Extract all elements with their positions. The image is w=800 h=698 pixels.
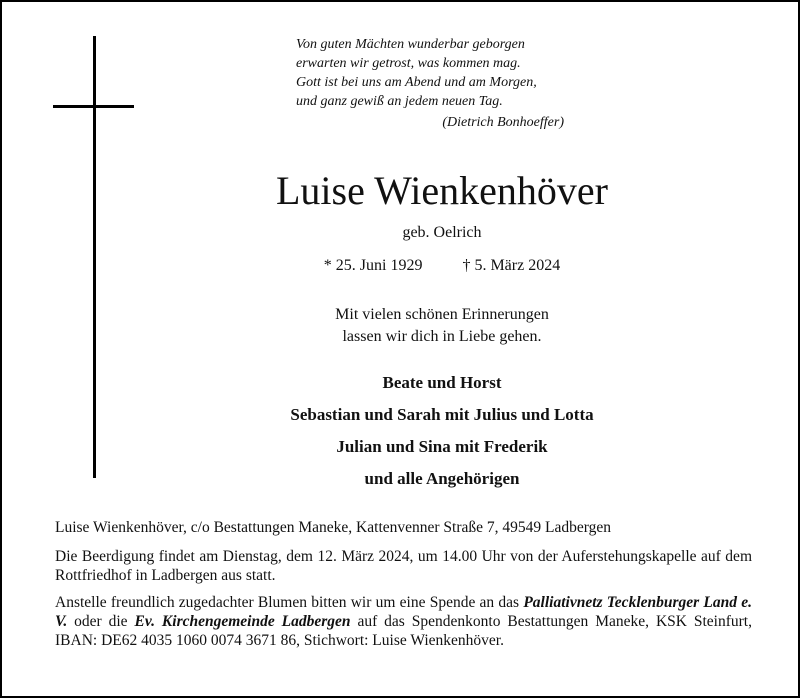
donation-text: auf das Spendenkonto Bestattungen Maneke, KSK Steinfurt, IBAN: DE62 4035 1060 0074 3671 86, Stichwort: Luise Wienkenhöver. — [55, 613, 752, 649]
mourner-entry: Julian und Sina mit Frederik — [336, 437, 548, 456]
mourners-list — [152, 367, 732, 495]
maiden-name: geb. Oelrich — [402, 224, 482, 241]
memory-line: lassen wir dich in Liebe gehen. — [342, 328, 542, 345]
donation-text: Anstelle freundlich zugedachter Blumen bitten wir um eine Spende an das — [55, 594, 524, 611]
funeral-info: Die Beerdigung findet am Dienstag, dem 12. März 2024, um 14.00 Uhr von der Auferstehungskapelle auf dem Rottfriedhof in Ladbergen aus statt. — [55, 548, 752, 584]
poem-author: (Dietrich Bonhoeffer) — [442, 115, 564, 130]
cross-icon-vertical-bar — [93, 36, 96, 478]
bonhoeffer-poem — [296, 35, 596, 132]
birth-date: * 25. Juni 1929 — [323, 257, 423, 274]
donation-org: Palliativnetz Tecklenburger Land e. V. — [55, 594, 752, 630]
life-dates — [152, 255, 732, 277]
poem-line: und ganz gewiß an jedem neuen Tag. — [296, 94, 503, 109]
poem-line: erwarten wir getrost, was kommen mag. — [296, 56, 521, 71]
donation-info — [55, 593, 752, 650]
poem-line: Gott ist bei uns am Abend und am Morgen, — [296, 75, 537, 90]
contact-address: Luise Wienkenhöver, c/o Bestattungen Maneke, Kattenvenner Straße 7, 49549 Ladbergen — [55, 519, 612, 536]
memory-line: Mit vielen schönen Erinnerungen — [335, 306, 549, 323]
donation-org: Ev. Kirchengemeinde Ladbergen — [134, 613, 351, 630]
poem-line: Von guten Mächten wunderbar geborgen — [296, 37, 525, 52]
death-date: † 5. März 2024 — [462, 257, 561, 274]
cross-icon-horizontal-bar — [53, 105, 134, 108]
donation-text: oder die — [67, 613, 135, 630]
memory-text — [152, 304, 732, 348]
deceased-name: Luise Wienkenhöver — [276, 168, 608, 213]
mourner-entry: Beate und Horst — [382, 373, 502, 392]
mourner-entry: Sebastian und Sarah mit Julius und Lotta — [290, 405, 594, 424]
mourner-entry: und alle Angehörigen — [364, 469, 520, 488]
